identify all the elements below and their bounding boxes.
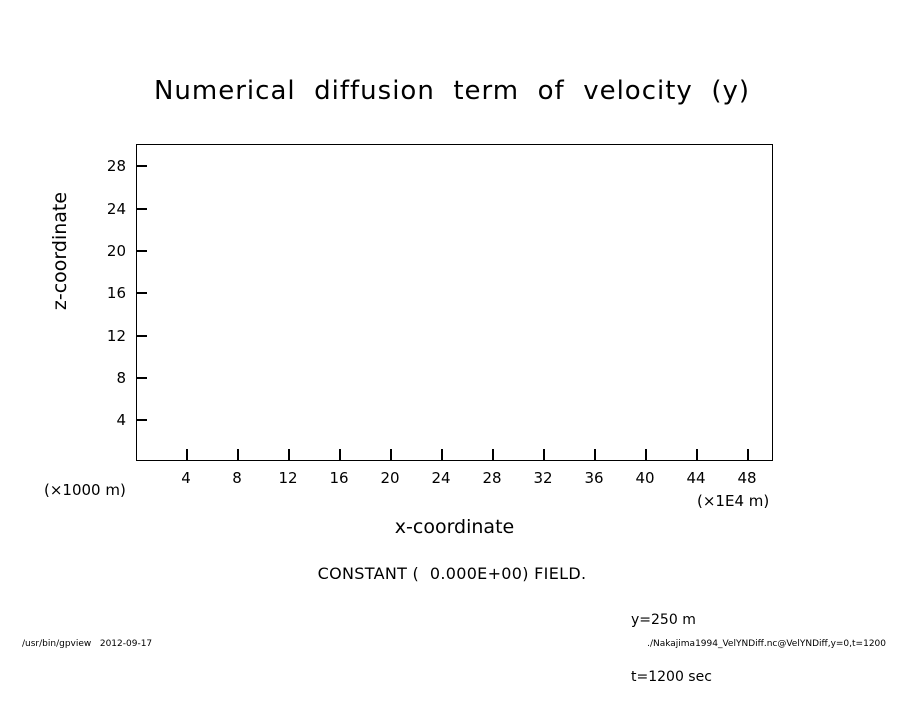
footer-right-text: ./Nakajima1994_VelYNDiff.nc@VelYNDiff,y=0,t=1200	[647, 639, 886, 649]
x-tick-label: 24	[431, 469, 451, 487]
slice-y-label: y=250 m	[631, 612, 696, 628]
x-axis-title: x-coordinate	[394, 516, 515, 538]
x-tick-label: 8	[232, 469, 242, 487]
slice-t-label: t=1200 sec	[631, 669, 712, 685]
x-axis-unit-label: (×1E4 m)	[697, 492, 770, 510]
footer-left-text: /usr/bin/gpview 2012-09-17	[22, 639, 153, 649]
slice-annotation	[631, 573, 712, 725]
x-tick-label: 28	[482, 469, 502, 487]
x-tick-label: 20	[380, 469, 400, 487]
x-tick-label: 4	[181, 469, 191, 487]
y-tick-label: 8	[116, 369, 126, 387]
plot-area	[136, 144, 773, 461]
y-tick-label: 12	[106, 327, 126, 345]
x-tick-label: 32	[533, 469, 553, 487]
x-tick-label: 12	[278, 469, 298, 487]
x-tick-label: 44	[686, 469, 706, 487]
x-tick-label: 16	[329, 469, 349, 487]
y-tick-label: 4	[116, 411, 126, 429]
y-axis-unit-label: (×1000 m)	[44, 481, 126, 499]
x-tick-label: 40	[635, 469, 655, 487]
constant-field-note: CONSTANT ( 0.000E+00) FIELD.	[317, 564, 587, 583]
page-title: Numerical diffusion term of velocity (y)	[153, 76, 751, 106]
y-tick-label: 16	[106, 284, 126, 302]
y-tick-label: 24	[106, 200, 126, 218]
y-axis-title: z-coordinate	[49, 191, 71, 311]
y-tick-label: 20	[106, 242, 126, 260]
x-tick-label: 36	[584, 469, 604, 487]
y-tick-label: 28	[106, 157, 126, 175]
x-tick-label: 48	[737, 469, 757, 487]
